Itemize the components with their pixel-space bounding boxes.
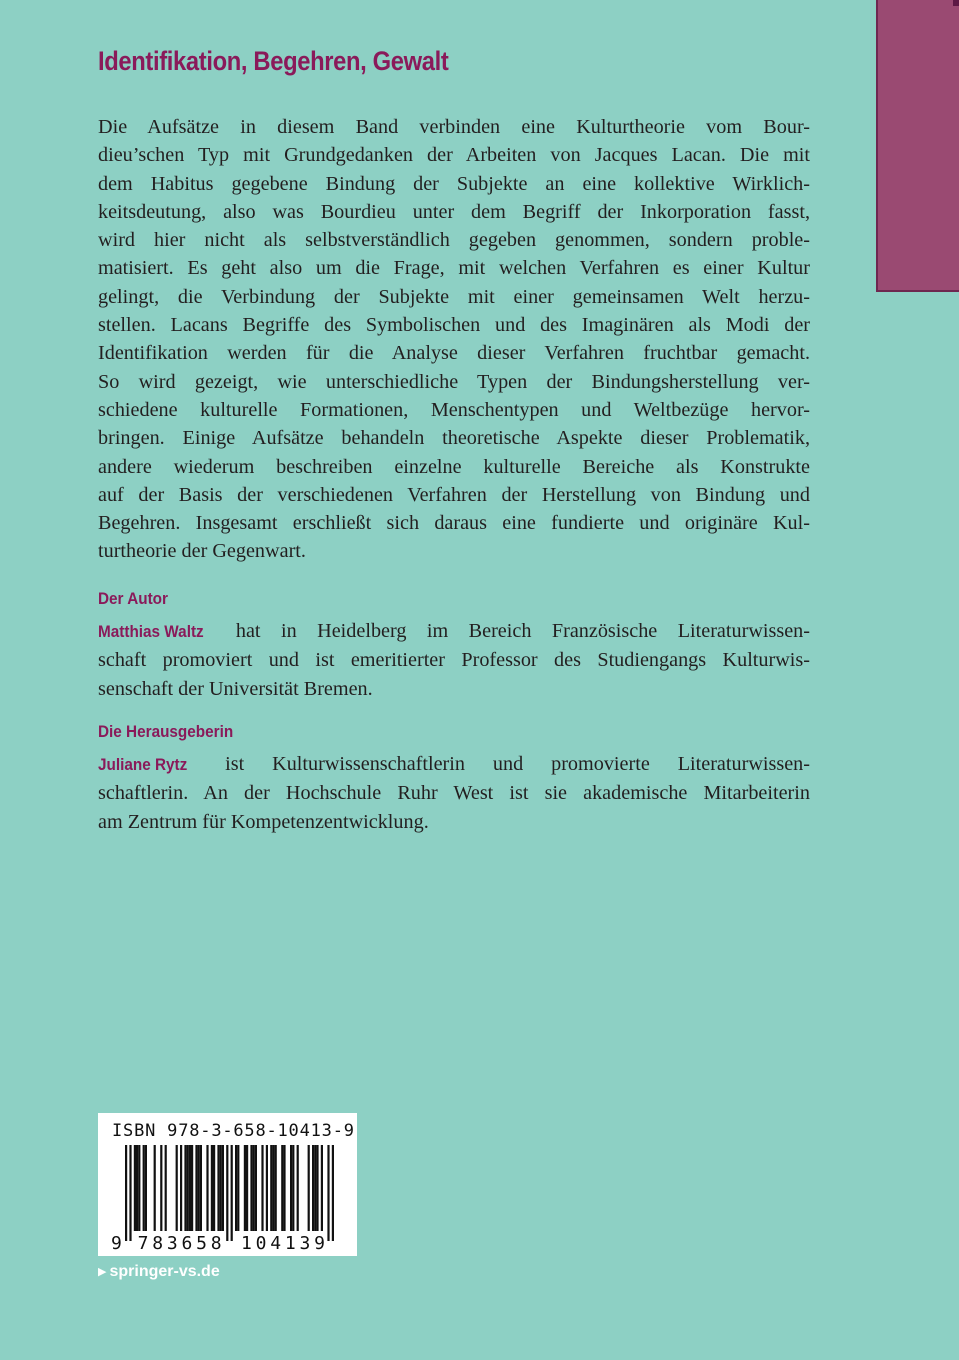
author-bio-line: schaft promoviert und ist emeritierter Professor des Studiengangs Kulturwis- — [98, 649, 810, 672]
editor-bio-line: am Zentrum für Kompetenzentwicklung. — [98, 810, 429, 833]
publisher-url-link[interactable] — [98, 1263, 220, 1281]
blurb-line: So wird gezeigt, wie unterschiedliche Typen der Bindungsherstellung ver- — [98, 370, 810, 393]
barcode-bar — [143, 1145, 145, 1231]
decorative-corner-band — [876, 0, 959, 292]
barcode-bar — [314, 1145, 316, 1231]
barcode-bar — [281, 1145, 283, 1231]
editor-bio-line — [98, 750, 810, 779]
isbn-label: ISBN 978-3-658-10413-9 — [112, 1121, 355, 1141]
blurb-line: matisiert. Es geht also um die Frage, mit welchen Verfahren es einer Kultur — [98, 257, 810, 280]
barcode-bar — [165, 1145, 167, 1231]
barcode-bar — [195, 1145, 197, 1231]
blurb-line: Die Aufsätze in diesem Band verbinden eine Kulturtheorie vom Bour- — [98, 116, 810, 138]
barcode-bar — [250, 1145, 252, 1231]
barcode-bar — [129, 1145, 131, 1241]
barcode-bar — [290, 1145, 292, 1231]
blurb-line: keitsdeutung, also was Bourdieu unter dem Begriff der Inkorporation fasst, — [98, 200, 810, 223]
barcode-bar — [180, 1145, 182, 1231]
blurb-text — [98, 113, 810, 566]
barcode-bar — [206, 1145, 208, 1231]
barcode-bar — [255, 1145, 257, 1231]
barcode-bar — [138, 1145, 140, 1231]
barcode-bar — [266, 1145, 268, 1231]
blurb-line: Begehren. Insgesamt erschließt sich daraus eine fundierte und originäre Kul- — [98, 512, 810, 535]
barcode-bar — [145, 1145, 147, 1231]
barcode-bar — [272, 1145, 274, 1231]
barcode-bar — [191, 1145, 193, 1231]
blurb-line: Identifikation werden für die Analyse dieser Verfahren fruchtbar gemacht. — [98, 342, 810, 365]
barcode-bar — [154, 1145, 156, 1231]
blurb-line: stellen. Lacans Begriffe des Symbolischen und des Imaginären als Modi der — [98, 314, 810, 337]
barcode-graphic — [98, 1113, 357, 1256]
barcode-bar — [297, 1145, 299, 1231]
blurb-line: dem Habitus gegebene Bindung der Subjekte an eine kollektive Wirklich- — [98, 172, 810, 195]
barcode-bar — [231, 1145, 233, 1241]
barcode-bar — [134, 1145, 136, 1231]
editor-bio-line: schaftlerin. An der Hochschule Ruhr West ist sie akademische Mitarbeiterin — [98, 782, 810, 805]
barcode-bar — [187, 1145, 189, 1231]
blurb-line: dieu’schen Typ mit Grundgedanken der Arbeiten von Jacques Lacan. Die mit — [98, 144, 810, 167]
blurb-line: andere wiederum beschreiben einzelne kulturelle Bereiche als Konstrukte — [98, 455, 810, 478]
barcode-bar — [292, 1145, 294, 1231]
barcode-bar — [160, 1145, 162, 1231]
author-heading: Der Autor — [98, 589, 168, 608]
book-title: Identifikation, Begehren, Gewalt — [98, 46, 449, 76]
barcode-bar — [226, 1145, 228, 1241]
barcode-bar — [176, 1145, 178, 1231]
blurb-line: auf der Basis der verschiedenen Verfahren der Herstellung von Bindung und — [98, 483, 810, 506]
barcode-bar — [189, 1145, 191, 1231]
barcode-bar — [312, 1145, 314, 1231]
publisher-url-text: springer-vs.de — [109, 1263, 220, 1280]
barcode-bar — [220, 1145, 222, 1231]
author-bio — [98, 617, 810, 703]
blurb-line: turtheorie der Gegenwart. — [98, 540, 306, 563]
corner-accent-mark — [953, 0, 959, 6]
isbn-barcode — [98, 1113, 357, 1256]
barcode-bar — [246, 1145, 248, 1231]
editor-bio-text: ist Kulturwissenschaftlerin und promovierte Literaturwissen- — [197, 753, 810, 775]
barcode-bar — [235, 1145, 237, 1231]
barcode-bar — [136, 1145, 138, 1231]
barcode-bar — [332, 1145, 334, 1241]
barcode-bar — [222, 1145, 224, 1231]
barcode-right-digits: 104139 — [241, 1233, 325, 1254]
blurb-line: gelingt, die Verbindung der Subjekte mit einer gemeinsamen Welt herzu- — [98, 285, 810, 308]
blurb-line: schiedene kulturelle Formationen, Menschentypen und Weltbezüge hervor- — [98, 398, 810, 421]
blurb-line: bringen. Einige Aufsätze behandeln theoretische Aspekte dieser Problematik, — [98, 427, 810, 450]
barcode-bar — [217, 1145, 219, 1231]
editor-heading: Die Herausgeberin — [98, 722, 234, 741]
barcode-bar — [211, 1145, 213, 1231]
play-arrow-icon: ▶ — [98, 1266, 107, 1278]
barcode-left-digits: 783658 — [137, 1233, 222, 1254]
author-name: Matthias Waltz — [98, 622, 204, 641]
barcode-bar — [125, 1145, 127, 1241]
editor-bio — [98, 750, 810, 836]
barcode-bar — [184, 1145, 186, 1231]
barcode-bar — [237, 1145, 239, 1231]
barcode-first-digit: 9 — [111, 1233, 122, 1254]
barcode-bar — [327, 1145, 329, 1241]
barcode-bar — [275, 1145, 277, 1231]
barcode-bar — [198, 1145, 200, 1231]
barcode-bar — [270, 1145, 272, 1231]
barcode-bar — [321, 1145, 323, 1231]
barcode-bar — [213, 1145, 215, 1231]
barcode-bar — [308, 1145, 310, 1231]
author-bio-line: senschaft der Universität Bremen. — [98, 677, 373, 700]
barcode-bar — [200, 1145, 202, 1231]
author-bio-line — [98, 617, 810, 646]
barcode-bar — [261, 1145, 263, 1231]
barcode-bar — [283, 1145, 285, 1231]
barcode-bar — [316, 1145, 318, 1231]
blurb-line: wird hier nicht als selbstverständlich gegeben genommen, sondern proble- — [98, 229, 810, 252]
editor-name: Juliane Rytz — [98, 755, 188, 774]
author-bio-text: hat in Heidelberg im Bereich Französische Literaturwissen- — [215, 620, 810, 642]
barcode-bar — [244, 1145, 246, 1231]
barcode-bar — [253, 1145, 255, 1231]
